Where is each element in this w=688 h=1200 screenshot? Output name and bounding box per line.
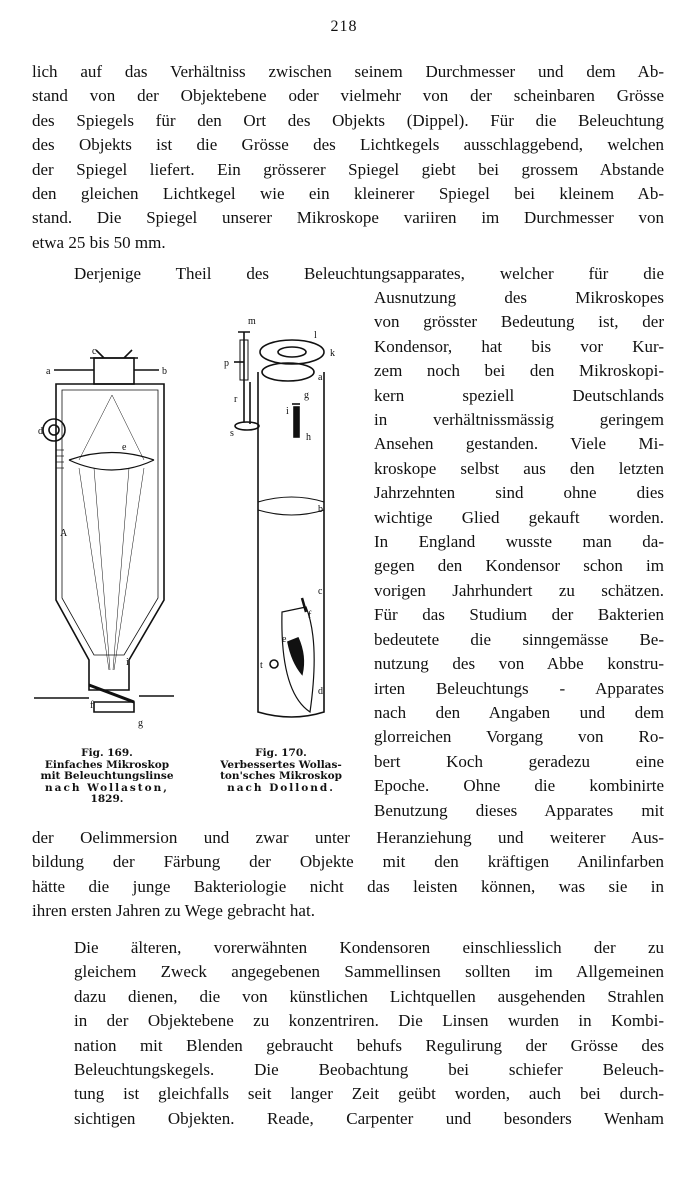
text-line: der Oelimmersion und zwar unter Heranziehung und weiterer Aus- xyxy=(32,828,664,847)
paragraph-3 xyxy=(32,936,664,1131)
figure-170-caption xyxy=(198,748,364,794)
text-line: Für das Studium der Bakterien xyxy=(374,605,664,625)
text-line: ihren ersten Jahren zu Wege gebracht hat. xyxy=(32,901,315,921)
fig170-label: e xyxy=(282,634,287,645)
fig169-label: i xyxy=(126,657,129,668)
paragraph-2-opening xyxy=(32,262,664,286)
text-line: bert Koch geradezu eine xyxy=(374,751,664,771)
text-line: gleichem Zweck angegebenen Sammellinsen sollten im Allgemeinen xyxy=(74,962,664,982)
caption-line: mit Beleuchtungslinse xyxy=(40,770,174,782)
text-line: hätte die junge Bakteriologie nicht das leisten können, was sie in xyxy=(32,876,664,896)
fig169-label: g xyxy=(138,718,143,729)
text-line: nation mit Blenden gebraucht behufs Regulirung der Grösse des xyxy=(74,1035,664,1055)
text-line: Kondensor, hat bis vor Kur- xyxy=(374,336,664,356)
fig170-number: Fig. 170. xyxy=(255,747,307,759)
text-line: Derjenige Theil des Beleuchtungsapparates, welcher für die xyxy=(74,264,664,283)
caption-line: ton'sches Mikroskop xyxy=(220,770,342,782)
fig169-label: c xyxy=(92,346,97,357)
fig170-label: r xyxy=(234,394,238,405)
fig170-label: p xyxy=(224,358,229,369)
caption-line: Einfaches Mikroskop xyxy=(44,758,170,771)
text-line: vorigen Jahrhundert zu schätzen. xyxy=(374,580,664,600)
text-line: Benutzung dieses Apparates mit xyxy=(374,800,664,820)
text-line: nach den Angaben und dem xyxy=(374,702,664,722)
fig170-label: t xyxy=(260,660,263,671)
text-line: des Spiegels für den Ort des Objekts (Dippel). Für die Beleuchtung xyxy=(32,110,664,130)
fig170-label: a xyxy=(318,372,323,383)
text-line: etwa 25 bis 50 mm. xyxy=(32,232,166,252)
text-line: glorreichen Vorgang von Ro- xyxy=(374,727,664,747)
fig170-label: f xyxy=(308,610,312,621)
text-line: kroskope selbst aus den letzten xyxy=(374,458,664,478)
text-line: Die älteren, vorerwähnten Kondensoren einschliesslich der zu xyxy=(74,938,664,957)
fig170-label: i xyxy=(286,406,289,417)
fig169-number: Fig. 169. xyxy=(81,747,133,759)
text-line: tung ist gleichfalls seit langer Zeit geübt worden, auch bei durch- xyxy=(74,1084,664,1104)
text-line: irten Beleuchtungs - Apparates xyxy=(374,678,664,698)
text-line: lich auf das Verhältniss zwischen seinem Durchmesser und dem Ab- xyxy=(32,62,664,81)
figure-169-illustration xyxy=(34,340,184,735)
text-line: wichtige Glied gekauft worden. xyxy=(374,507,664,527)
caption-line: nach Dollond. xyxy=(227,781,335,794)
paragraph-2-end xyxy=(32,826,664,924)
fig170-label: h xyxy=(306,432,311,443)
page-number: 218 xyxy=(330,18,358,35)
caption-line: Verbessertes Wollas- xyxy=(220,758,342,771)
paragraph-1 xyxy=(32,60,664,255)
text-line: von grösster Bedeutung ist, der xyxy=(374,312,664,332)
text-line: kern speziell Deutschlands xyxy=(374,385,664,405)
fig169-label: d xyxy=(38,426,43,437)
text-line: Ausnutzung des Mikroskopes xyxy=(374,288,664,307)
text-line: zem noch bei den Mikroskopi- xyxy=(374,361,664,381)
fig169-label: a xyxy=(46,366,51,377)
fig169-label: f xyxy=(90,700,94,711)
text-line: des Objekts ist die Grösse des Lichtkegels ausschlaggebend, welchen xyxy=(32,135,664,155)
fig170-label: g xyxy=(304,390,309,401)
text-line: bedeutete die sinngemässe Be- xyxy=(374,629,664,649)
fig170-label: d xyxy=(318,686,323,697)
text-line: Beleuchtungskegels. Die Beobachtung bei schiefer Beleuch- xyxy=(74,1060,664,1080)
text-line: In England wusste man da- xyxy=(374,532,664,552)
text-line: der Spiegel liefert. Ein grösserer Spiegel giebt bei grossem Abstande xyxy=(32,159,664,179)
text-line: Epoche. Ohne die kombinirte xyxy=(374,776,664,796)
fig169-label: e xyxy=(122,442,127,453)
fig169-label: b xyxy=(162,366,167,377)
paragraph-2-column xyxy=(374,286,664,823)
fig170-label: k xyxy=(330,348,335,359)
text-line: bildung der Färbung der Objekte mit den kräftigen Anilinfarben xyxy=(32,852,664,872)
text-line: stand. Die Spiegel unserer Mikroskope variiren im Durchmesser von xyxy=(32,208,664,228)
text-line: Ansehen gestanden. Viele Mi- xyxy=(374,434,664,454)
fig170-label: b xyxy=(318,504,323,515)
text-line: sichtigen Objekten. Reade, Carpenter und besonders Wenham xyxy=(74,1108,664,1128)
text-line: gegen den Kondensor schon im xyxy=(374,556,664,576)
caption-line: nach Wollaston, xyxy=(45,781,169,794)
figure-169-caption xyxy=(22,748,192,806)
fig170-label: l xyxy=(314,330,317,341)
text-line: in der Objektebene zu konzentriren. Die Linsen wurden in Kombi- xyxy=(74,1011,664,1031)
text-line: in verhältnissmässig geringem xyxy=(374,410,664,430)
figure-170-illustration xyxy=(222,312,352,737)
fig170-label: m xyxy=(248,316,256,327)
fig170-label: c xyxy=(318,586,323,597)
text-line: Jahrzehnten sind ohne dies xyxy=(374,483,664,503)
caption-line: 1829. xyxy=(90,793,124,805)
fig170-label: s xyxy=(230,428,234,439)
text-line: nutzung des von Abbe konstru- xyxy=(374,654,664,674)
text-line: dazu dienen, die von künstlichen Lichtquellen ausgehenden Strahlen xyxy=(74,986,664,1006)
text-line: den gleichen Lichtkegel wie ein kleinerer Spiegel bei kleinem Ab- xyxy=(32,184,664,204)
fig169-label: A xyxy=(60,528,68,539)
text-line: stand von der Objektebene oder vielmehr von der scheinbaren Grösse xyxy=(32,86,664,106)
